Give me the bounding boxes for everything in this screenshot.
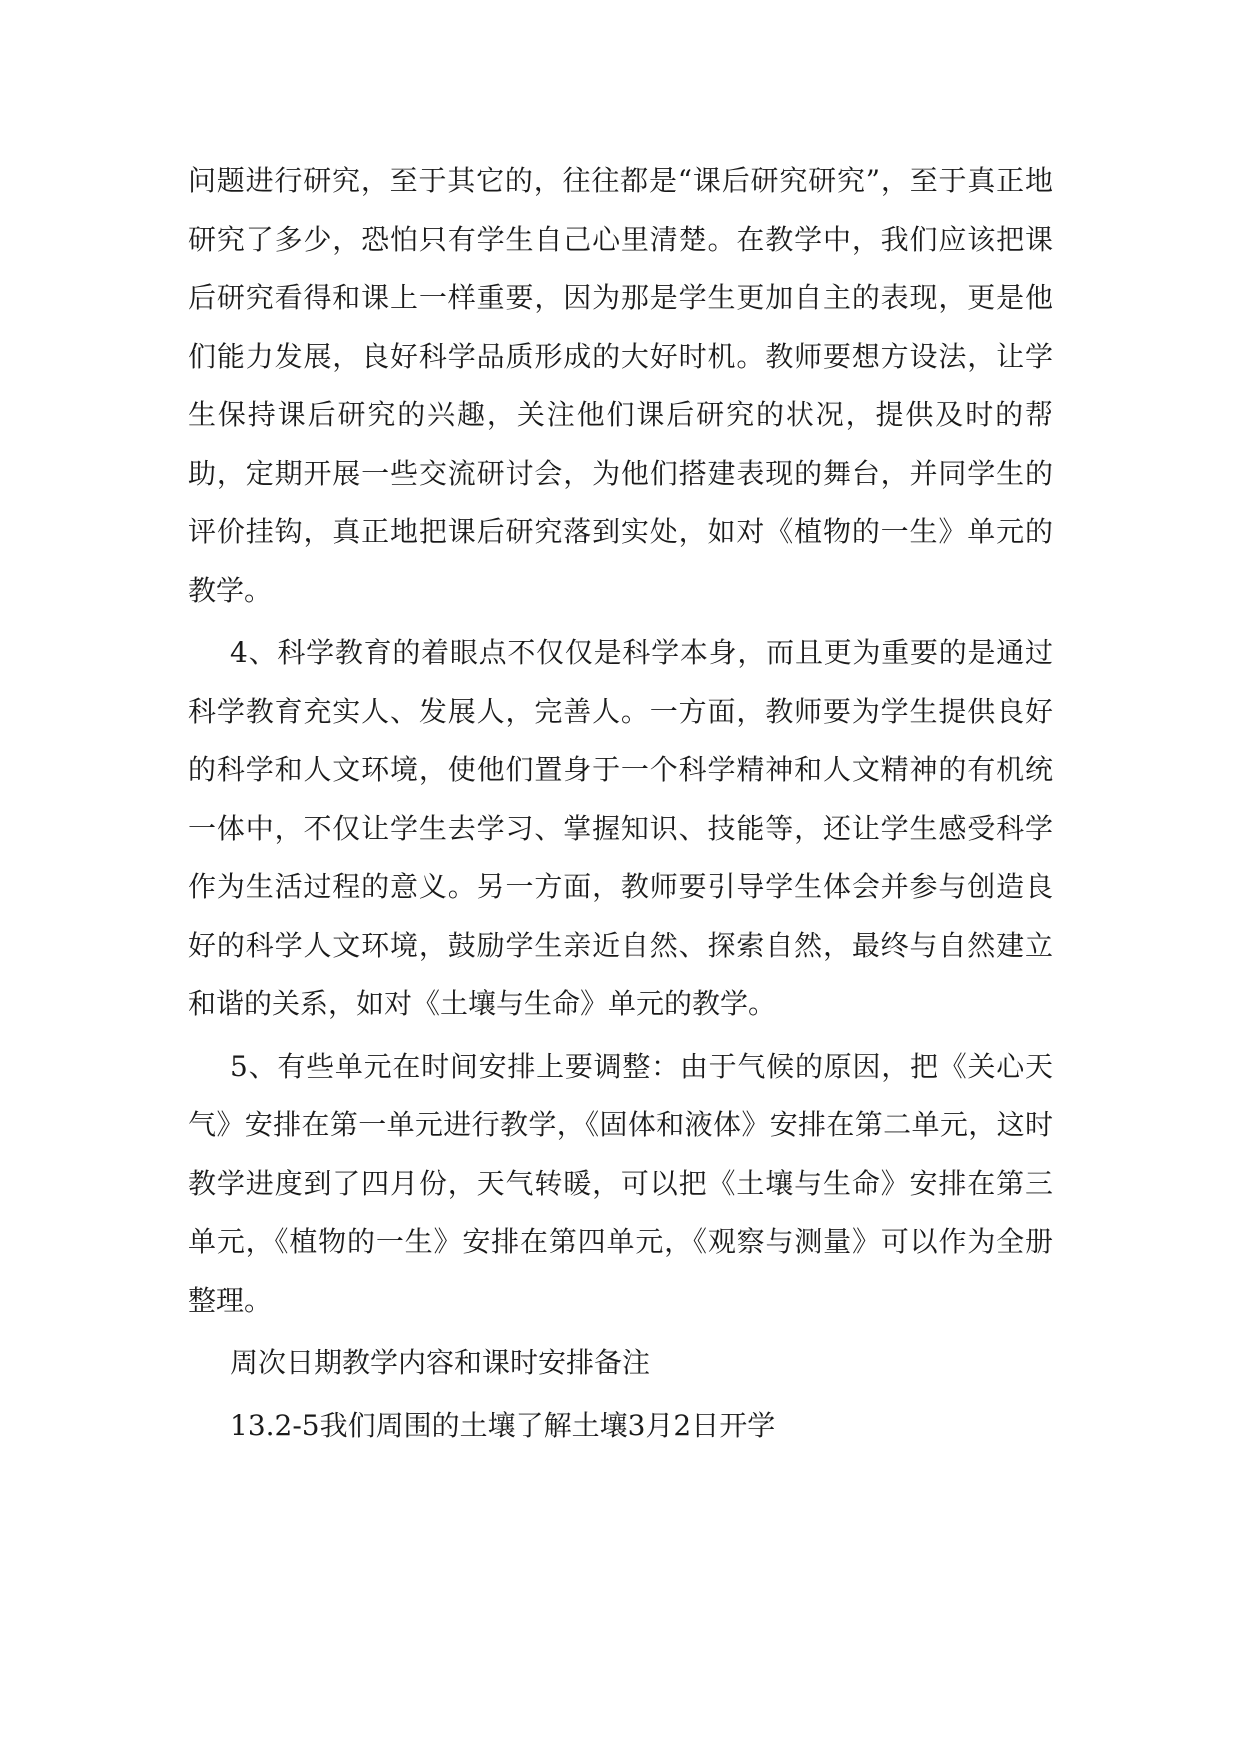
schedule-header-line: 周次日期教学内容和课时安排备注 <box>230 1346 651 1379</box>
paragraph-continuation: 问题进行研究，至于其它的，往往都是“课后研究研究”，至于真正地研究了多少，恐怕只有学生自己心里清楚。在教学中，我们应该把课后研究看得和课上一样重要，因为那是学生更加自主的表现，更是他们能力发展，良好科学品质形成的大好时机。教师要想方设法，让学生保持课后研究的兴趣，关注他们课后研究的状况，提供及时的帮助，定期开展一些交流研讨会，为他们搭建表现的舞台，并同学生的评价挂钩，真正地把课后研究落到实处，如对《植物的一生》单元的教学。 <box>188 164 1053 607</box>
paragraph-point-4: 4、科学教育的着眼点不仅仅是科学本身，而且更为重要的是通过科学教育充实人、发展人，完善人。一方面，教师要为学生提供良好的科学和人文环境，使他们置身于一个科学精神和人文精神的有机统一体中，不仅让学生去学习、掌握知识、技能等，还让学生感受科学作为生活过程的意义。另一方面，教师要引导学生体会并参与创造良好的科学人文环境，鼓励学生亲近自然、探索自然，最终与自然建立和谐的关系，如对《土壤与生命》单元的教学。 <box>188 636 1053 1020</box>
paragraph-point-5: 5、有些单元在时间安排上要调整：由于气候的原因，把《关心天气》安排在第一单元进行教学，《固体和液体》安排在第二单元，这时教学进度到了四月份，天气转暖，可以把《土壤与生命》安排在第三单元，《植物的一生》安排在第四单元，《观察与测量》可以作为全册整理。 <box>188 1049 1053 1317</box>
document-body <box>188 152 1053 1459</box>
schedule-row-line: 13.2-5我们周围的土壤了解土壤3月2日开学 <box>230 1408 776 1442</box>
